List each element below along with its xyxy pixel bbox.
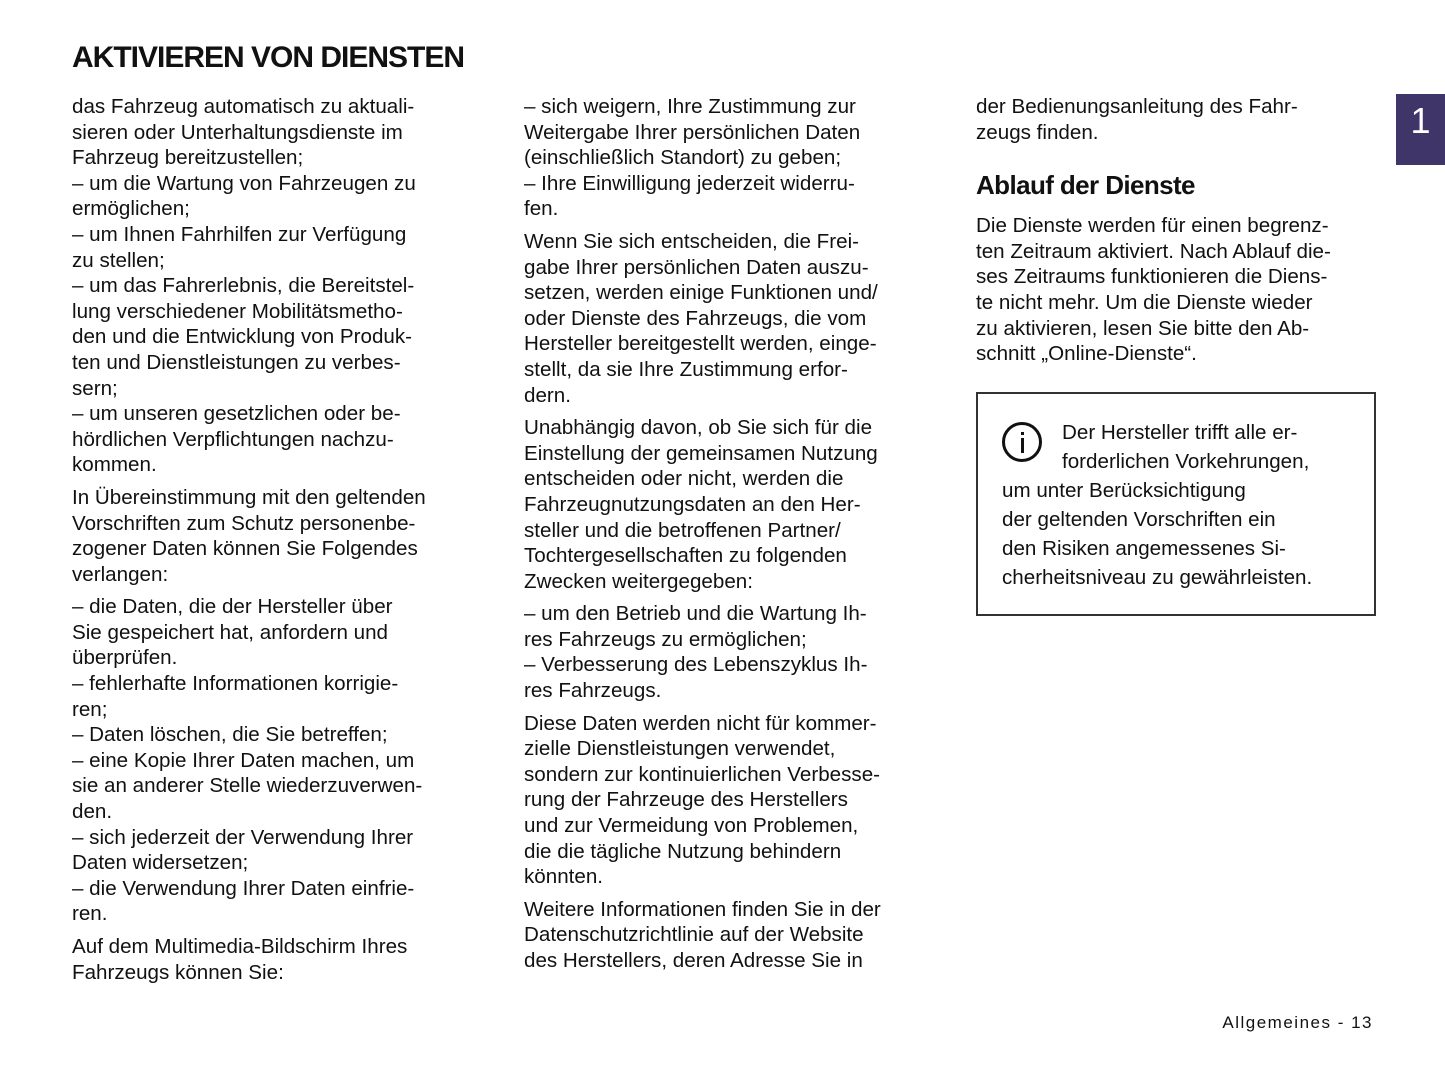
text-line: fen. <box>524 197 559 221</box>
text-line: ten und Dienstleistungen zu verbes- <box>72 350 401 374</box>
text-line: – sich weigern, Ihre Zustimmung zur <box>524 95 856 118</box>
text-line: forderlichen Vorkehrungen, <box>1062 449 1310 473</box>
text-line: steller und die betroffenen Partner/ <box>524 518 841 542</box>
text-line: res Fahrzeugs. <box>524 679 662 703</box>
text-line: Vorschriften zum Schutz personenbe- <box>72 511 416 535</box>
paragraph <box>72 594 472 927</box>
text-column-2 <box>524 94 928 981</box>
paragraph <box>72 934 472 985</box>
text-line: – sich jederzeit der Verwendung Ihrer <box>72 825 414 849</box>
text-line: – Ihre Einwilligung jederzeit widerru- <box>524 171 855 195</box>
text-column-3 <box>976 94 1376 616</box>
text-line: hördlichen Verpflichtungen nachzu- <box>72 427 394 451</box>
text-line: ren. <box>72 902 108 926</box>
text-line: – eine Kopie Ihrer Daten machen, um <box>72 748 415 772</box>
text-line: gabe Ihrer persönlichen Daten auszu- <box>524 255 869 279</box>
paragraph <box>976 94 1376 145</box>
text-line: zeugs finden. <box>976 120 1099 144</box>
text-line: zogener Daten können Sie Folgendes <box>72 537 418 561</box>
text-line: um unter Berücksichtigung <box>1002 478 1246 502</box>
text-line: Unabhängig davon, ob Sie sich für die <box>524 416 873 440</box>
text-line: rung der Fahrzeuge des Herstellers <box>524 788 848 812</box>
chapter-tab: 1 <box>1396 94 1445 165</box>
paragraph <box>524 229 928 408</box>
text-line: – fehlerhafte Informationen korrigie- <box>72 672 399 696</box>
paragraph <box>524 94 928 222</box>
text-line: des Herstellers, deren Adresse Sie in <box>524 949 863 972</box>
text-line: oder Dienste des Fahrzeugs, die vom <box>524 306 867 330</box>
paragraph <box>72 485 472 587</box>
text-line: Weitergabe Ihrer persönlichen Daten <box>524 120 861 144</box>
text-line: Fahrzeugnutzungsdaten an den Her- <box>524 492 861 516</box>
text-line: kommen. <box>72 453 157 477</box>
info-box-text <box>1002 418 1354 592</box>
text-line: Sie gespeichert hat, anfordern und <box>72 620 388 644</box>
text-line: Diese Daten werden nicht für kommer- <box>524 711 877 735</box>
text-line: lung verschiedener Mobilitätsmetho- <box>72 299 403 323</box>
text-line: Fahrzeug bereitzustellen; <box>72 146 304 170</box>
text-line: dern. <box>524 383 571 407</box>
paragraph <box>524 711 928 890</box>
text-column-1 <box>72 94 472 992</box>
text-line: – um Ihnen Fahrhilfen zur Verfügung <box>72 222 407 246</box>
text-line: – um die Wartung von Fahrzeugen zu <box>72 171 416 195</box>
text-line: – um das Fahrerlebnis, die Bereitstel- <box>72 274 415 298</box>
text-line: die die tägliche Nutzung behindern <box>524 839 842 863</box>
text-line: das Fahrzeug automatisch zu aktuali- <box>72 95 415 118</box>
page-title: AKTIVIEREN VON DIENSTEN <box>72 41 465 74</box>
text-line: te nicht mehr. Um die Dienste wieder <box>976 290 1313 314</box>
text-line: – um unseren gesetzlichen oder be- <box>72 402 401 426</box>
text-line: zu stellen; <box>72 248 165 272</box>
text-line: Die Dienste werden für einen begrenz- <box>976 214 1329 238</box>
text-line: überprüfen. <box>72 646 178 670</box>
text-line: In Übereinstimmung mit den geltenden <box>72 485 426 509</box>
paragraph <box>524 415 928 594</box>
text-line: der geltenden Vorschriften ein <box>1002 507 1276 531</box>
text-line: sie an anderer Stelle wiederzuverwen- <box>72 774 423 798</box>
text-line: Daten widersetzen; <box>72 851 249 875</box>
paragraph <box>976 213 1376 367</box>
text-line: könnten. <box>524 865 604 889</box>
text-line: Wenn Sie sich entscheiden, die Frei- <box>524 229 860 253</box>
text-line: den und die Entwicklung von Produk- <box>72 325 413 349</box>
paragraph <box>72 94 472 478</box>
text-line: zielle Dienstleistungen verwendet, <box>524 737 836 761</box>
text-line: entscheiden oder nicht, werden die <box>524 467 844 491</box>
text-line: Auf dem Multimedia-Bildschirm Ihres <box>72 935 408 958</box>
text-line: Datenschutzrichtlinie auf der Website <box>524 923 864 947</box>
text-line: ermöglichen; <box>72 197 190 221</box>
text-line: res Fahrzeugs zu ermöglichen; <box>524 627 807 651</box>
text-line: ren; <box>72 697 108 721</box>
text-line: zu aktivieren, lesen Sie bitte den Ab- <box>976 316 1310 340</box>
text-line: Der Hersteller trifft alle er- <box>1062 420 1298 444</box>
text-line: sern; <box>72 376 118 400</box>
text-line: – Verbesserung des Lebenszyklus Ih- <box>524 653 868 677</box>
text-line: verlangen: <box>72 562 169 586</box>
text-line: stellt, da sie Ihre Zustimmung erfor- <box>524 357 848 381</box>
text-line: cherheitsniveau zu gewährleisten. <box>1002 565 1313 589</box>
text-line: Fahrzeugs können Sie: <box>72 960 284 984</box>
text-line: der Bedienungsanleitung des Fahr- <box>976 95 1298 118</box>
text-line: Einstellung der gemeinsamen Nutzung <box>524 441 878 465</box>
text-line: – die Daten, die der Hersteller über <box>72 595 393 619</box>
text-line: schnitt „Online-Dienste“. <box>976 342 1197 366</box>
page-footer: Allgemeines - 13 <box>1222 1013 1373 1032</box>
paragraph <box>524 897 928 974</box>
text-line: den Risiken angemessenes Si- <box>1002 536 1286 560</box>
text-line: Hersteller bereitgestellt werden, einge- <box>524 332 877 356</box>
text-line: – Daten löschen, die Sie betreffen; <box>72 723 388 747</box>
text-line: Zwecken weitergegeben: <box>524 569 753 593</box>
text-line: – um den Betrieb und die Wartung Ih- <box>524 602 867 626</box>
text-line: sieren oder Unterhaltungsdienste im <box>72 120 403 144</box>
text-line: setzen, werden einige Funktionen und/ <box>524 281 878 305</box>
text-line: sondern zur kontinuierlichen Verbesse- <box>524 762 881 786</box>
paragraph <box>524 601 928 703</box>
text-line: und zur Vermeidung von Problemen, <box>524 814 859 838</box>
section-heading: Ablauf der Dienste <box>976 170 1195 201</box>
text-line: (einschließlich Standort) zu geben; <box>524 146 842 170</box>
info-box <box>976 392 1376 616</box>
text-line: ses Zeitraums funktionieren die Diens- <box>976 265 1328 289</box>
text-line: den. <box>72 800 113 824</box>
text-line: Weitere Informationen finden Sie in der <box>524 897 881 921</box>
info-icon <box>1002 422 1042 462</box>
text-line: Tochtergesellschaften zu folgenden <box>524 544 847 568</box>
text-line: – die Verwendung Ihrer Daten einfrie- <box>72 876 415 900</box>
text-line: ten Zeitraum aktiviert. Nach Ablauf die- <box>976 239 1331 263</box>
